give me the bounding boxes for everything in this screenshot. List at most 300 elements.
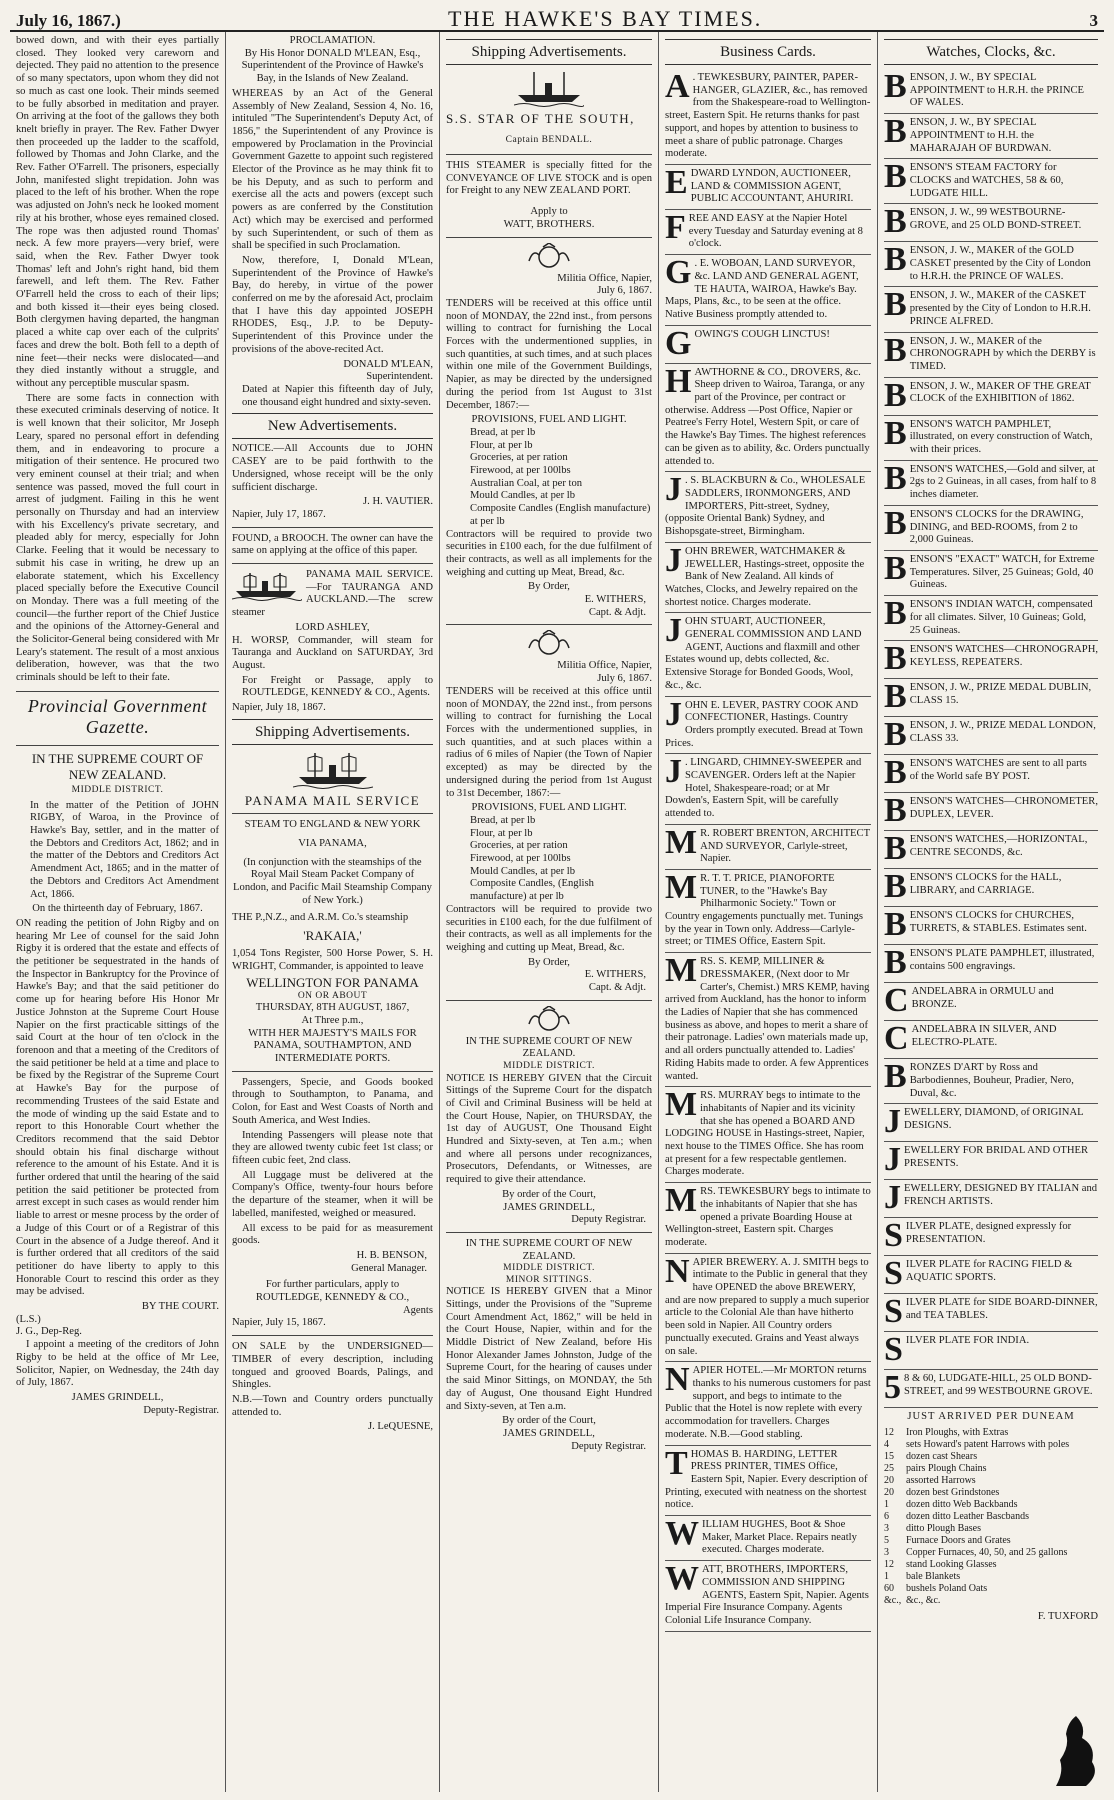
business-card <box>665 1087 871 1183</box>
list-item <box>884 1511 1098 1523</box>
watch-ad <box>884 287 1098 332</box>
by-order-2: By Order, <box>528 956 570 968</box>
watch-ad <box>884 1142 1098 1180</box>
drop-cap: B <box>884 242 907 279</box>
petition-matter: In the matter of the Petition of JOHN RIGBY, of Waroa, in the Province of Hawke's Bay, settler, and in the matter of the Debtors and Creditors Act, 1862; and in the matter of the Debtors and Creditors Act Amendment Act, 1865; and in the matter of the Debtors and Creditors Act Amendment Act, 1866. <box>30 799 219 900</box>
item-name: sets Howard's patent Harrows with poles <box>906 1439 1070 1451</box>
watch-ad <box>884 1256 1098 1294</box>
court-heading-3: IN THE SUPREME COURT OF NEW ZEALAND. <box>465 1238 633 1262</box>
business-card <box>665 613 871 696</box>
drop-cap: B <box>884 831 907 868</box>
casey-notice-signer: J. H. VAUTIER. <box>363 496 433 508</box>
royal-arms-icon <box>519 630 579 656</box>
list-item <box>884 1535 1098 1547</box>
item-name: &c., &c. <box>906 1595 941 1607</box>
business-card <box>665 953 871 1087</box>
minor-sittings: MINOR SITTINGS. <box>505 1274 593 1285</box>
contractors-2: Contractors will be required to provide two securities in £100 each, for the due fulfilment of their contracts, as well as all implements for the weighing and cutting up Meat, Bread, &c. <box>446 903 652 953</box>
pms-title: PANAMA MAIL SERVICE <box>244 792 421 808</box>
list-item <box>884 1499 1098 1511</box>
circuit-notice: NOTICE IS HEREBY GIVEN that the Circuit Sittings of the Supreme Court for the dispatch of Civil and Criminal Business will be held at the Court House, Napier, on THURSDAY, the 1st day of AUGUST, One Thousand Eight Hundred and Sixty-seven, at Ten a.m.; when and where all persons under recognizances, Prosecutors, Defendants, or Witnesses, are required to give their attendance. <box>446 1072 652 1186</box>
seal-label: (L.S.) <box>16 1313 41 1325</box>
drop-cap: B <box>884 505 907 542</box>
proclamation-signer-title: Superintendent. <box>366 371 433 383</box>
business-card <box>665 1516 871 1561</box>
list-item: Mould Candles, at per lb <box>470 865 576 877</box>
entry-text: ENSON, J. W., MAKER of the CHRONOGRAPH by which the DERBY is TIMED. <box>909 335 1096 372</box>
on-or-about: ON OR ABOUT <box>297 990 368 1001</box>
by-order-1: By Order, <box>528 581 570 593</box>
business-card <box>665 1254 871 1363</box>
luggage: All Luggage must be delivered at the Company's Office, twenty-four hours before the departure of the steamer, when it will be labelled, manifested, weighed or measured. <box>232 1169 433 1219</box>
item-name: ditto Plough Bases <box>906 1523 982 1535</box>
item-name: Iron Ploughs, with Extras <box>906 1427 1009 1439</box>
drop-cap: G <box>665 325 692 362</box>
proclamation-body-2: Now, therefore, I, Donald M'Lean, Superintendent of the Province of Hawke's Bay, do hereby, in virtue of the power conferred on me by the aforesaid Act, proclaim that I have this day appointed JOSEPH RHODES, Esq., J.P. to be Deputy-Superintendent of this Province under the provisions of the above-recited Act. <box>232 254 433 355</box>
drop-cap: G <box>665 255 692 292</box>
entry-text: ILVER PLATE FOR INDIA. <box>905 1335 1030 1347</box>
drop-cap: B <box>884 159 907 196</box>
court-order-text: ON reading the petition of John Rigby and on hearing Mr Lee of counsel for the said John Rigby it is ordered that the estate and effects of the petitioner be sequestrated in the hands of the Inspector in Bankruptcy for the Province of Hawke's Bay; and that the said petitioner do come up for hearing before His Honor Mr Justice Johnston at the Supreme Court House Napier on the first practicable sittings of the said Court at the hour of ten o'clock in the forenoon and that a meeting of the Creditors of the said petitioner be held at a time and place to be fixed by the Registrar of the Supreme Court at Hawke's Bay for the purpose of recommending Trustees of the said Estate and the mode of winding up the said Estate and to report to this Honorable Court whether the Creditors recommend that the said Debtor should obtain his final discharge without reference to the amount of his Estate. And it is further ordered that until the hearing of the said petition the said petitioner be protected from arrest except in such cases as would render him liable to arrest or mesne process by the order of a Judge of this Court or of a Registrar of this Court in the absence of a Judge thereof. And it is further ordered that all creditors of the said petitioner do have liberty to apply to this Honorable Court to rescind this order as they may be advised. <box>16 917 219 1298</box>
steamship-icon <box>293 749 373 789</box>
drop-cap: N <box>665 1253 690 1290</box>
court-heading-2: IN THE SUPREME COURT OF NEW ZEALAND. <box>465 1035 633 1060</box>
entry-text: ILVER PLATE for RACING FIELD & AQUATIC SPORTS. <box>905 1259 1073 1284</box>
entry-text: . S. BLACKBURN & Co., WHOLESALE SADDLERS, IRONMONGERS, AND IMPORTERS, Pitt-street, Sydney, (opposite Oriental Bank) Sydney, and Bishopsgate-street, Birmingham. <box>665 475 866 538</box>
entry-text: ENSON'S CLOCKS for CHURCHES, TURRETS, & STABLES. Estimates sent. <box>909 910 1087 934</box>
drop-cap: B <box>884 69 907 105</box>
royal-arms-icon <box>519 243 579 269</box>
entry-text: EWELLERY, DIAMOND, of ORIGINAL DESIGNS. <box>904 1107 1084 1132</box>
timber-sale: ON SALE by the UNDERSIGNED—TIMBER of every description, including tongued and grooved Boards, Palings, and Shingles. <box>232 1341 433 1391</box>
shipping-heading-2: Shipping Advertisements. <box>446 39 652 65</box>
column-3 <box>440 32 659 1792</box>
divider <box>232 813 433 814</box>
by-order-court-2: By order of the Court, <box>502 1415 596 1427</box>
list-item: Groceries, at per ration <box>470 452 568 464</box>
steamship-company: THE P.,N.Z., and A.R.M. Co.'s steamship <box>232 911 409 923</box>
divider <box>446 624 652 625</box>
entry-text: 8 & 60, LUDGATE-HILL, 25 OLD BOND-STREET, and 99 WESTBOURNE GROVE. <box>904 1373 1093 1398</box>
by-order-court-1: By order of the Court, <box>502 1188 596 1200</box>
page-number: 3 <box>1089 11 1098 30</box>
drop-cap: J <box>665 613 682 650</box>
entry-text: OWING'S COUGH LINCTUS! <box>694 328 830 340</box>
business-cards-list <box>665 69 871 1632</box>
entry-text: OHN STUART, AUCTIONEER, GENERAL COMMISSION AND LAND AGENT, Auctions and flaxmill and other Estates wound up, debts collected, &c. Extensive Storage for Bonded Goods, Wool, &c., &c. <box>665 616 862 691</box>
excess: All excess to be paid for as measurement goods. <box>232 1222 433 1247</box>
just-arrived-heading: JUST ARRIVED PER DUNEAM <box>907 1411 1075 1423</box>
divider <box>446 1000 652 1001</box>
drop-cap: B <box>884 945 907 982</box>
item-quantity: 25 <box>884 1463 894 1475</box>
registrar-title: Deputy-Registrar. <box>143 1404 219 1416</box>
business-card <box>665 165 871 210</box>
drop-cap: J <box>665 696 682 733</box>
conjunction: (In conjunction with the steamships of the Royal Mail Steam Packet Company of London, and Pacific Mail Steamship Company of New York.) <box>233 856 432 906</box>
drop-cap: J <box>884 1104 901 1141</box>
drop-cap: E <box>665 164 688 201</box>
entry-text: ENSON, J. W., MAKER of the CASKET presented by the City of London to H.R.H. PRINCE ALFRED. <box>909 290 1091 327</box>
item-name: dozen best Grindstones <box>906 1487 1000 1499</box>
drop-cap: M <box>665 824 698 861</box>
adjt-1: Capt. & Adjt. <box>588 606 646 618</box>
watch-ad <box>884 1332 1098 1370</box>
issue-date: July 16, 1867.) <box>16 11 121 30</box>
timber-nb: N.B.—Town and Country orders punctually attended to. <box>232 1393 433 1418</box>
militia-date: July 6, 1867. <box>597 285 652 297</box>
watch-ad <box>884 1370 1098 1408</box>
item-quantity: 20 <box>884 1475 894 1487</box>
grindell-2: JAMES GRINDELL, <box>503 1427 595 1439</box>
entry-text: R. T. T. PRICE, PIANOFORTE TUNER, to the "Hawke's Bay Philharmonic Society." Town or Country engagements punctually met. Tunings by the year in Town only. Address—Carlyle-street; or TIMES Office, Eastern Spit. <box>665 872 864 948</box>
drop-cap: B <box>884 287 907 324</box>
column-5 <box>878 32 1104 1792</box>
watch-ad <box>884 378 1098 416</box>
item-quantity: 60 <box>884 1583 894 1595</box>
drop-cap: B <box>884 793 907 830</box>
execution-story: bowed down, and with their eyes partially closed. They looked very careworn and dejected. They paid no attention to the presence of so many spectators, upon whom they did not so much as cast one look. Their minds seemed to be fully absorbed in meditation and prayer. On arriving at the foot of the gallows they both knelt briefly in prayer. The Rev. Father Dwyer then proceeded up the ladder to the scaffold, followed by Thomas and John Clarke, and the Rev. Father O'Farrell. The prisoners, especially John, manifested slight trepidation. John was placed to the left of his brother. When the rope was adjusted on John's neck he looked moment rily at his brother, whose eyes remained closed. The rope was then adjusted round Thomas' neck. A few more prayers—very brief, were said, when the Rev. Father Dwyer took Thomas' left and John's right hand, bid them farewell, and left them. The Rev. Father O'Farrell held the cross to each of their lips; and both kissed it—their eyes being closed. Both clergymen having departed, the hangman placed a white cap over each of the culprits' faces and drew the bolt. Both fell to a depth of nine feet—their necks were dislocated—and they died instantly without a struggle, and without any perceptible muscular spasm. <box>16 35 219 389</box>
watch-ad <box>884 204 1098 242</box>
captain: Captain BENDALL. <box>505 134 593 145</box>
entry-text: ENSON, J. W., MAKER OF THE GREAT CLOCK of the EXHIBITION of 1862. <box>909 380 1091 405</box>
entry-text: ILLIAM HUGHES, Boot & Shoe Maker, Market Place. Repairs neatly executed. Charges moderate. <box>702 1519 857 1556</box>
drop-cap: B <box>884 377 907 414</box>
proclamation-body: WHEREAS by an Act of the General Assembly of New Zealand, Session 4, No. 16, intituled "The Superintendent's Deputy Act, of 1856," the Superintendent of any Province is empowered by Proclamation in the Provincial Government Gazette to appoint such registered Elector of the Province as he may think fit to be his Deputy, and as such to perform and exercise all the acts and powers (except such powers as are conferred by the Constitution Act) which may be exercised and performed by such Superintendent, or such of them as shall be specified in such Proclamation. <box>232 87 433 252</box>
item-name: stand Looking Glasses <box>906 1559 997 1571</box>
divider <box>232 527 433 528</box>
item-name: pairs Plough Chains <box>906 1463 987 1475</box>
casey-notice-date: Napier, July 17, 1867. <box>232 508 326 520</box>
masthead <box>10 6 1104 32</box>
district-label: MIDDLE DISTRICT. <box>71 785 164 796</box>
arrived-list <box>884 1427 1098 1607</box>
watch-ad <box>884 907 1098 945</box>
freight-contact: For Freight or Passage, apply to ROUTLEDGE, KENNEDY & CO., Agents. <box>242 674 433 699</box>
provisions-list-2 <box>446 815 652 904</box>
watch-ad <box>884 869 1098 907</box>
drop-cap: S <box>884 1256 903 1293</box>
drop-cap: B <box>884 717 907 754</box>
entry-text: ENSON'S CLOCKS for the DRAWING, DINING, and BED-ROOMS, from 2 to 2,000 Guineas. <box>909 508 1084 546</box>
creditors-meeting: I appoint a meeting of the creditors of John Rigby to be held at the office of Mr Lee, Solicitor, Napier, on Wednesday, the 24th day of July, 1867. <box>16 1339 219 1389</box>
item-quantity: 1 <box>884 1499 889 1511</box>
drop-cap: S <box>884 1332 903 1369</box>
list-item: Bread, at per lb <box>470 814 536 826</box>
watch-ad <box>884 506 1098 551</box>
entry-text: ENSON'S INDIAN WATCH, compensated for all climates. Silver, 10 Guineas; Gold, 25 Guineas. <box>909 599 1093 636</box>
court-heading: IN THE SUPREME COURT OF NEW ZEALAND. <box>31 751 204 782</box>
watch-ad <box>884 1218 1098 1256</box>
divider <box>232 1335 433 1336</box>
entry-text: ATT, BROTHERS, IMPORTERS, COMMISSION AND SHIPPING AGENTS, Eastern Spit, Napier. Agents Imperial Fire Insurance Company. Agents Colonial Life Insurance Company. <box>665 1564 869 1626</box>
apply-to: Apply to <box>530 206 568 218</box>
column-1 <box>10 32 226 1792</box>
watch-ad <box>884 242 1098 287</box>
entry-text: DWARD LYNDON, AUCTIONEER, LAND & COMMISSION AGENT, PUBLIC ACCOUNTANT, AHURIRI. <box>690 167 854 205</box>
drop-cap: B <box>884 869 907 906</box>
entry-text: RONZES D'ART by Ross and Barbodiennes, Bouheur, Pradier, Nero, Duval, &c. <box>909 1062 1074 1099</box>
watch-ad <box>884 69 1098 114</box>
item-quantity: 3 <box>884 1547 889 1559</box>
drop-cap: F <box>665 210 686 247</box>
minor-notice: NOTICE IS HEREBY GIVEN that a Minor Sittings, under the Provisions of the "Supreme Court Amendment Act, 1862," will be held in the Court House, Napier, within and for the Middle District of New Zealand, before His Honor Alexander James Johnston, Judge of the Supreme Court, for the hearing of causes under the said Minor Sittings, on MONDAY, the 5th day of August, One thousand Eight Hundred and Sixty-seven, at Ten a.m. <box>446 1286 652 1412</box>
business-card <box>665 1446 871 1517</box>
watch-ad <box>884 679 1098 717</box>
entry-text: ENSON, J. W., BY SPECIAL APPOINTMENT to H.R.H. the PRINCE OF WALES. <box>909 72 1085 109</box>
entry-text: AWTHORNE & CO., DROVERS, &c. Sheep driven to Wairoa, Taranga, or any part of the Province, per contract or otherwise. Address —Post Office, Napier or Peatree's Ferry Hotel, Western Spit, or care of the Hawke's Bay Times. The highest references can be given as to ability, &c. Orders punctually attended to. <box>665 366 870 467</box>
tenders-2: TENDERS will be received at this office until noon of MONDAY, the 22nd inst., from persons willing to contract for furnishing the Local Forces with the undermentioned supplies, in such quantities, and at such places within a radius of 6 miles of Napier (the Town of Napier excepted) as may be directed by the undersigned during the period from 1st August to 31st December, 1867:— <box>446 685 652 799</box>
drop-cap: M <box>665 1183 698 1220</box>
list-item <box>884 1595 1098 1607</box>
watch-ad <box>884 831 1098 869</box>
depreg-1: Deputy Registrar. <box>571 1214 646 1226</box>
proclamation-signer: DONALD M'LEAN, <box>343 358 433 370</box>
item-name: assorted Harrows <box>906 1475 976 1487</box>
via-panama: VIA PANAMA, <box>298 838 367 850</box>
found-brooch: FOUND, a BROOCH. The owner can have the same on applying at the office of this paper. <box>232 532 433 557</box>
proclamation-by: By His Honor DONALD M'LEAN, Esq., Superintendent of the Province of Hawke's Bay, in the Islands of New Zealand. <box>241 47 424 85</box>
court-order <box>16 918 219 1299</box>
business-card <box>665 870 871 953</box>
divider <box>446 1232 652 1233</box>
entry-text: ENSON'S WATCHES—CHRONOMETER, DUPLEX, LEVER. <box>909 796 1098 820</box>
drop-cap: W <box>665 1516 699 1553</box>
business-card <box>665 697 871 755</box>
business-card <box>665 1183 871 1254</box>
column-4 <box>659 32 878 1792</box>
entry-text: ENSON'S CLOCKS for the HALL, LIBRARY, and CARRIAGE. <box>909 872 1062 896</box>
drop-cap: B <box>884 204 907 241</box>
lord-ashley: LORD ASHLEY, <box>295 621 370 633</box>
drop-cap: B <box>884 755 907 792</box>
entry-text: ENSON, J. W., 99 WESTBOURNE-GROVE, and 25 OLD BOND-STREET. <box>909 207 1082 232</box>
watt-brothers: WATT, BROTHERS. <box>503 218 595 230</box>
entry-text: ENSON, J. W., PRIZE MEDAL DUBLIN, CLASS 15. <box>909 682 1092 706</box>
registrar-name: JAMES GRINDELL, <box>71 1391 164 1403</box>
drop-cap: W <box>665 1561 699 1598</box>
drop-cap: C <box>884 1021 909 1058</box>
business-card <box>665 543 871 614</box>
watch-ad <box>884 945 1098 983</box>
shipping-date: Napier, July 15, 1867. <box>232 1317 326 1329</box>
royal-arms-icon <box>519 1006 579 1032</box>
watch-ad <box>884 1104 1098 1142</box>
list-item <box>884 1463 1098 1475</box>
drop-cap: B <box>884 332 907 369</box>
drop-cap: A <box>665 69 690 105</box>
item-quantity: 3 <box>884 1523 889 1535</box>
entry-text: ENSON'S WATCH PAMPHLET, illustrated, on every construction of Watch, with their prices. <box>909 418 1093 456</box>
item-quantity: 1 <box>884 1571 889 1583</box>
steamship-icon <box>514 69 584 107</box>
business-card <box>665 210 871 255</box>
drop-cap: J <box>884 1142 901 1179</box>
entry-text: EWELLERY FOR BRIDAL AND OTHER PRESENTS. <box>904 1145 1089 1170</box>
column-2 <box>226 32 440 1792</box>
proclamation-dated: Dated at Napier this fifteenth day of July, one thousand eight hundred and sixty-seven. <box>242 383 433 408</box>
entry-text: ENSON'S WATCHES,—Gold and silver, at 2gs to 2 Guineas, in all cases, from half to 8 inches diameter. <box>909 463 1097 501</box>
business-card <box>665 754 871 825</box>
provisions-list-1 <box>446 427 652 529</box>
drop-cap: T <box>665 1445 688 1482</box>
entry-text: REE AND EASY at the Napier Hotel every Tuesday and Saturday evening at 8 o'clock. <box>688 213 863 250</box>
casey-notice: NOTICE.—All Accounts due to JOHN CASEY are to be paid forthwith to the Undersigned, whose receipt will be the only sufficient discharge. <box>232 443 433 493</box>
entry-text: RS. TEWKESBURY begs to intimate to the inhabitants of Napier that she has opened a private Boarding House at Wellington-street, Eastern spit. Charges moderate. <box>665 1186 871 1248</box>
list-item: Groceries, at per ration <box>470 840 568 852</box>
entry-text: . E. WOBOAN, LAND SURVEYOR, &c. LAND AND GENERAL AGENT, TE HAUTA, WAIROA, Hawke's Bay. Maps, Plans, &c., to be seen at the office. Native Business promptly attended to. <box>665 258 859 320</box>
entry-text: ENSON, J. W., BY SPECIAL APPOINTMENT to H.H. the MAHARAJAH OF BURDWAN. <box>909 117 1052 154</box>
list-item <box>884 1523 1098 1535</box>
list-item <box>884 1547 1098 1559</box>
business-card <box>665 255 871 326</box>
watch-ad <box>884 551 1098 596</box>
list-item: Flour, at per lb <box>470 827 533 839</box>
entry-text: HOMAS B. HARDING, LETTER PRESS PRINTER, TIMES Office, Eastern Spit, Napier. Every description of Printing, executed with neatness on the shortest notice. <box>665 1448 868 1511</box>
manager-name: H. B. BENSON, <box>356 1249 427 1261</box>
watch-ad <box>884 1294 1098 1332</box>
business-card <box>665 1561 871 1632</box>
list-item: Composite Candles, (English manufacture) at per lb <box>470 878 594 903</box>
drop-cap: B <box>884 460 907 497</box>
gazette-heading: Provincial Government Gazette. <box>16 691 219 739</box>
contractors-1: Contractors will be required to provide two securities in £100 each, for the due fulfilment of their contracts, as well as all implements for the weighing and cutting up Meat, Bread, &c. <box>446 528 652 578</box>
entry-text: RS. MURRAY begs to intimate to the inhabitants of Napier and its vicinity that she has opened a BOARD AND LODGING HOUSE in Hastings-street, Napier, next house to the TIMES Office. She has room at present for a few respectable gentlemen. Charges moderate. <box>665 1090 865 1178</box>
withers-2: E. WITHERS, <box>584 969 646 981</box>
provisions-heading-1: PROVISIONS, FUEL AND LIGHT. <box>471 414 627 426</box>
watch-ad <box>884 1021 1098 1059</box>
entry-text: ENSON'S STEAM FACTORY for CLOCKS and WATCHES, 58 & 60, LUDGATE HILL. <box>909 162 1064 199</box>
watch-ad <box>884 159 1098 204</box>
item-name: Furnace Doors and Grates <box>906 1535 1011 1547</box>
newspaper-title: THE HAWKE'S BAY TIMES. <box>448 6 763 31</box>
business-card <box>665 472 871 543</box>
watch-ad <box>884 114 1098 159</box>
drop-cap: B <box>884 415 907 452</box>
item-name: bushels Poland Oats <box>906 1583 988 1595</box>
entry-text: RS. S. KEMP, MILLINER & DRESSMAKER, (Next door to Mr Carter's, Chemist.) MRS KEMP, having arrived from Auckland, has the honor to inform the Ladies of Napier that she has commenced business as above, and hopes to merit a share of their patronage. Ladies' own materials made up, and all orders punctually attended to. Ladies' Riding Habits made to order. A few Apprentices wanted. <box>665 956 870 1082</box>
further-particulars: For further particulars, apply to <box>265 1279 400 1291</box>
watches-heading: Watches, Clocks, &c. <box>884 39 1098 65</box>
business-card <box>665 364 871 473</box>
drop-cap: B <box>884 641 907 678</box>
agent-name: ROUTLEDGE, KENNEDY & CO., <box>255 1292 410 1304</box>
divider <box>446 154 652 155</box>
list-item <box>884 1571 1098 1583</box>
item-quantity: 12 <box>884 1559 894 1571</box>
drop-cap: J <box>884 1180 901 1217</box>
entry-text: OHN E. LEVER, PASTRY COOK AND CONFECTIONER, Hastings. Country Orders promptly executed. Bread at Town Prices. <box>665 699 863 749</box>
drop-cap: M <box>665 953 698 990</box>
drop-cap: J <box>665 472 682 509</box>
star-of-south: S.S. STAR OF THE SOUTH, <box>446 111 635 126</box>
item-name: dozen ditto Web Backbands <box>906 1499 1018 1511</box>
entry-text: . TEWKESBURY, PAINTER, PAPER-HANGER, GLAZIER, &c., has removed from the Shakespeare-road to Wellington-street, Eastern Spit. He returns thanks for past support, and hopes by attention to business to meet a share of public patronage. Charges moderate. <box>665 72 871 160</box>
steamship-icon <box>232 569 302 601</box>
watch-ad <box>884 596 1098 641</box>
drop-cap: N <box>665 1362 690 1399</box>
militia-date-2: July 6, 1867. <box>597 673 652 685</box>
divider <box>232 1071 433 1072</box>
entry-text: ENSON'S PLATE PAMPHLET, illustrated, contains 500 engravings. <box>909 948 1095 972</box>
militia-office: Militia Office, Napier, <box>557 272 652 284</box>
depreg-2: Deputy Registrar. <box>571 1440 646 1452</box>
list-item <box>884 1487 1098 1499</box>
adjt-2: Capt. & Adjt. <box>588 982 646 994</box>
proclamation-title: PROCLAMATION. <box>289 35 376 46</box>
ship-name: 'RAKAIA,' <box>303 928 362 944</box>
entry-text: APIER BREWERY. A. J. SMITH begs to intimate to the Public in general that they have OPENED the above BREWERY, and are now prepared to supply a much superior article to the Colonial Ale than have hitherto been sold in Napier. All Country orders punctually executed. Grains and Yeast always on sale. <box>665 1256 870 1357</box>
watches-list <box>884 69 1098 1408</box>
business-card <box>665 1362 871 1445</box>
watch-ad <box>884 717 1098 755</box>
agents-label: Agents <box>402 1304 433 1316</box>
item-name: dozen ditto Leather Bascbands <box>906 1511 1030 1523</box>
item-name: dozen cast Shears <box>906 1451 978 1463</box>
passengers: Passengers, Specie, and Goods booked through to Southampton, to Panama, and Colon, for East and West Coasts of North and South America, and West Indies. <box>232 1076 433 1126</box>
entry-text: ILVER PLATE for SIDE BOARD-DINNER, and TEA TABLES. <box>905 1297 1098 1322</box>
item-quantity: 6 <box>884 1511 889 1523</box>
drop-cap: J <box>665 542 682 579</box>
panama-ad-date: Napier, July 18, 1867. <box>232 702 326 714</box>
drop-cap: H <box>665 363 692 400</box>
entry-text: ILVER PLATE, designed expressly for PRESENTATION. <box>905 1221 1072 1246</box>
drop-cap: B <box>884 596 907 633</box>
divider <box>446 237 652 238</box>
list-item <box>884 1583 1098 1595</box>
list-item <box>884 1427 1098 1439</box>
mails: WITH HER MAJESTY'S MAILS FOR PANAMA, SOUTHAMPTON, AND INTERMEDIATE PORTS. <box>248 1027 417 1065</box>
business-card <box>665 69 871 165</box>
tonnage: 1,054 Tons Register, 500 Horse Power, S. H. WRIGHT, Commander, is appointed to leave <box>232 947 433 972</box>
drop-cap: S <box>884 1218 903 1255</box>
entry-text: ENSON, J. W., PRIZE MEDAL LONDON, CLASS 33. <box>909 720 1096 744</box>
drop-cap: M <box>665 1087 698 1124</box>
divider <box>16 745 219 746</box>
list-item <box>884 1439 1098 1451</box>
watch-ad <box>884 755 1098 793</box>
provisions-heading-2: PROVISIONS, FUEL AND LIGHT. <box>471 802 627 814</box>
divider <box>232 563 433 564</box>
grindell-1: JAMES GRINDELL, <box>503 1201 595 1213</box>
item-quantity: 20 <box>884 1487 894 1499</box>
entry-text: ANDELABRA in ORMULU and BRONZE. <box>911 986 1054 1010</box>
by-court: BY THE COURT. <box>141 1301 219 1313</box>
entry-text: . LINGARD, CHIMNEY-SWEEPER and SCAVENGER. Orders left at the Napier Hotel, Shakespeare-road; or at Mr Dowden's, Eastern Spit, will be carefully attended to. <box>665 757 862 820</box>
entry-text: EWELLERY, DESIGNED BY ITALIAN and FRENCH ARTISTS. <box>904 1183 1098 1208</box>
list-item <box>884 1451 1098 1463</box>
list-item <box>884 1475 1098 1487</box>
list-item: Firewood, at per 100lbs <box>470 853 571 865</box>
lord-ashley-details: H. WORSP, Commander, will steam for Tauranga and Auckland on SATURDAY, 3rd August. <box>232 634 433 671</box>
shipping-heading: Shipping Advertisements. <box>232 719 433 745</box>
drop-cap: B <box>884 1059 907 1096</box>
entry-text: ENSON'S WATCHES—CHRONOGRAPH, KEYLESS, REPEATERS. <box>909 644 1098 668</box>
business-cards-heading: Business Cards. <box>665 39 871 65</box>
panama-tauranga-ad: PANAMA MAIL SERVICE.—For TAURANGA AND AUCKLAND.—The screw steamer <box>232 569 433 619</box>
watch-ad <box>884 983 1098 1021</box>
wellington-panama: WELLINGTON FOR PANAMA <box>246 975 419 991</box>
list-item: Bread, at per lb <box>470 426 536 438</box>
tuxford-signer: F. TUXFORD <box>1037 1611 1098 1623</box>
intending: Intending Passengers will please note that they are allowed twenty cubic feet 1st class; or fifteen cubic feet, 2nd class. <box>232 1129 433 1166</box>
watch-ad <box>884 1059 1098 1104</box>
watch-ad <box>884 793 1098 831</box>
drop-cap: S <box>884 1294 903 1331</box>
entry-text: ANDELABRA IN SILVER, AND ELECTRO-PLATE. <box>911 1024 1057 1048</box>
drop-cap: B <box>884 550 907 587</box>
new-ads-heading: New Advertisements. <box>232 413 433 439</box>
